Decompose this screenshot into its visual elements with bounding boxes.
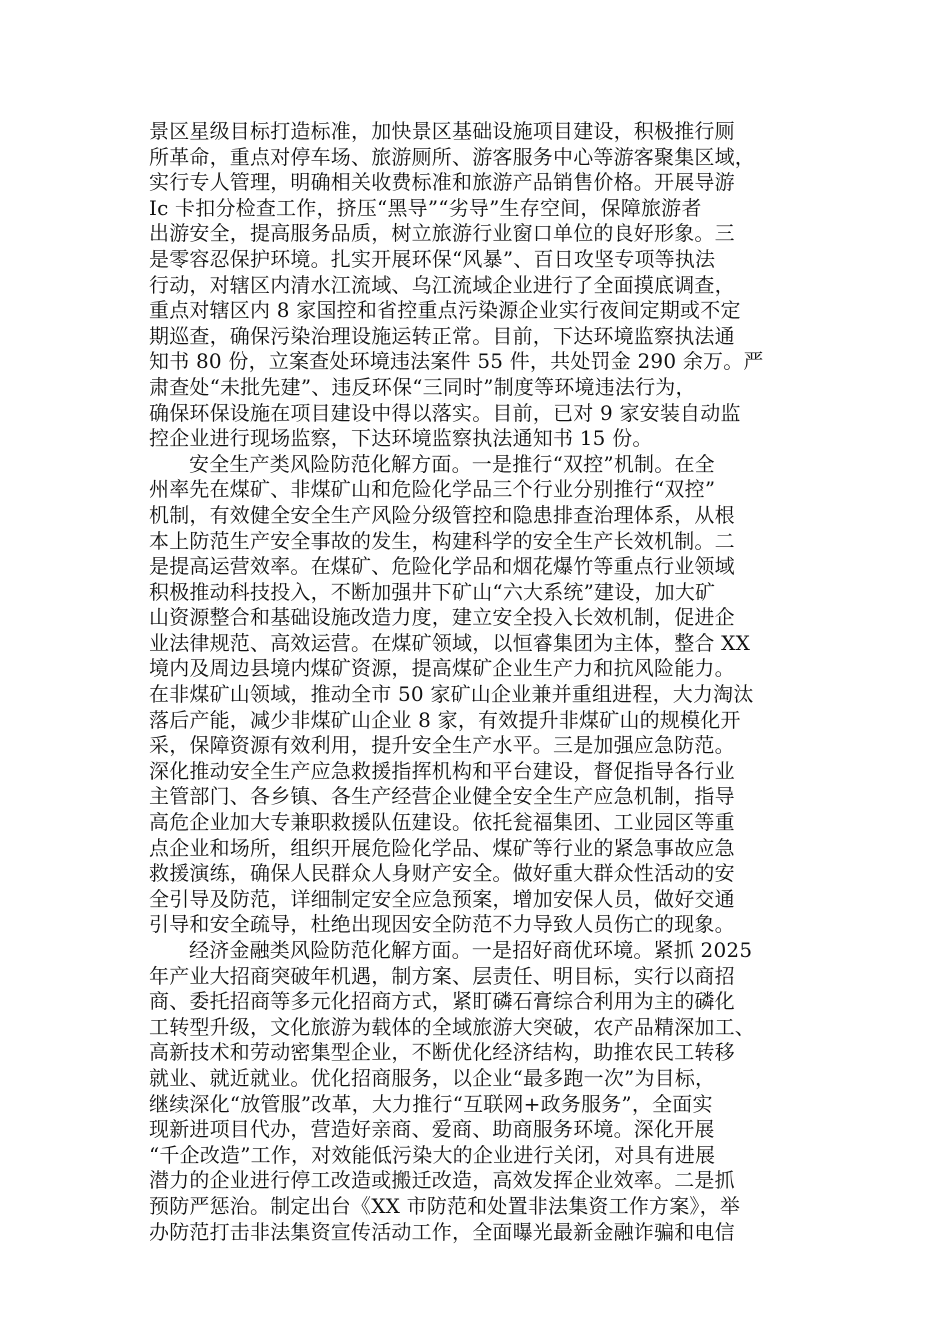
text-line: 境内及周边县境内煤矿资源，提高煤矿企业生产力和抗风险能力。 — [149, 656, 735, 681]
text-line: 州率先在煤矿、非煤矿山和危险化学品三个行业分别推行“双控” — [149, 477, 716, 502]
text-line: 商、委托招商等多元化招商方式，紧盯磷石膏综合利用为主的磷化 — [149, 989, 735, 1014]
text-line: 机制，有效健全安全生产风险分级管控和隐患排查治理体系，从根 — [149, 502, 735, 527]
text-line: 救援演练，确保人民群众人身财产安全。做好重大群众性活动的安 — [149, 861, 735, 886]
text-line: 实行专人管理，明确相关收费标准和旅游产品销售价格。开展导游 — [149, 170, 735, 195]
text-line: 点企业和场所，组织开展危险化学品、煤矿等行业的紧急事故应急 — [149, 835, 735, 860]
text-line: 办防范打击非法集资宣传活动工作，全面曝光最新金融诈骗和电信 — [149, 1219, 735, 1244]
text-line: 山资源整合和基础设施改造力度，建立安全投入长效机制，促进企 — [149, 605, 735, 630]
text-line: 主管部门、各乡镇、各生产经营企业健全安全生产应急机制，指导 — [149, 784, 735, 809]
text-line: 高危企业加大专兼职救援队伍建设。依托瓮福集团、工业园区等重 — [149, 810, 735, 835]
text-line: 高新技术和劳动密集型企业，不断优化经济结构，助推农民工转移 — [149, 1040, 735, 1065]
text-line: 控企业进行现场监察，下达环境监察执法通知书 15 份。 — [149, 426, 653, 451]
text-line: 积极推动科技投入，不断加强井下矿山“六大系统”建设，加大矿 — [149, 579, 716, 604]
text-line: 本上防范生产安全事故的发生，构建科学的安全生产长效机制。二 — [149, 528, 735, 553]
text-line: 年产业大招商突破年机遇，制方案、层责任、明目标，实行以商招 — [149, 963, 735, 988]
text-line: 期巡查，确保污染治理设施运转正常。目前，下达环境监察执法通 — [149, 323, 735, 348]
text-line: 所革命，重点对停车场、旅游厕所、游客服务中心等游客聚集区域， — [149, 144, 755, 169]
text-line: 就业、就近就业。优化招商服务，以企业“最多跑一次”为目标， — [149, 1065, 716, 1090]
text-line: 在非煤矿山领域，推动全市 50 家矿山企业兼并重组进程，大力淘汰 — [149, 682, 754, 707]
text-line: 景区星级目标打造标准，加快景区基础设施项目建设，积极推行厕 — [149, 119, 735, 143]
text-line: 业法律规范、高效运营。在煤矿领域，以恒睿集团为主体，整合 XX — [149, 630, 751, 655]
text-line: 预防严惩治。制定出台《XX 市防范和处置非法集资工作方案》，举 — [149, 1193, 741, 1218]
text-line: 工转型升级，文化旅游为载体的全域旅游大突破，农产品精深加工、 — [149, 1014, 755, 1039]
text-line: 是提高运营效率。在煤矿、危险化学品和烟花爆竹等重点行业领域 — [149, 554, 735, 579]
text-line: 确保环保设施在项目建设中得以落实。目前，已对 9 家安装自动监 — [149, 400, 741, 425]
text-line: 现新进项目代办，营造好亲商、爱商、助商服务环境。深化开展 — [149, 1117, 715, 1142]
text-line: “千企改造”工作，对效能低污染大的企业进行关闭，对具有进展 — [149, 1142, 716, 1167]
text-line: 深化推动安全生产应急救援指挥机构和平台建设，督促指导各行业 — [149, 758, 735, 783]
text-line: 出游安全，提高服务品质，树立旅游行业窗口单位的良好形象。三 — [149, 221, 735, 246]
text-line: 采，保障资源有效利用，提升安全生产水平。三是加强应急防范。 — [149, 733, 735, 758]
text-line: 是零容忍保护环境。扎实开展环保“风暴”、百日攻坚专项等执法 — [149, 246, 716, 271]
paragraph-start-line: 经济金融类风险防范化解方面。一是招好商优环境。紧抓 2025 — [189, 938, 753, 962]
text-line: 全引导及防范，详细制定安全应急预案，增加安保人员，做好交通 — [149, 886, 735, 911]
text-line: Ic 卡扣分检查工作，挤压“黑导”“劣导”生存空间，保障旅游者 — [149, 195, 702, 220]
text-line: 潜力的企业进行停工改造或搬迁改造，高效发挥企业效率。二是抓 — [149, 1168, 735, 1193]
paragraph-start-line: 安全生产类风险防范化解方面。一是推行“双控”机制。在全 — [189, 451, 715, 476]
text-line: 引导和安全疏导，杜绝出现因安全防范不力导致人员伤亡的现象。 — [149, 912, 735, 937]
text-line: 重点对辖区内 8 家国控和省控重点污染源企业实行夜间定期或不定 — [149, 298, 741, 323]
text-line: 落后产能，减少非煤矿山企业 8 家，有效提升非煤矿山的规模化开 — [149, 707, 741, 732]
text-line: 肃查处“未批先建”、违反环保“三同时”制度等环境违法行为， — [149, 374, 696, 399]
text-line: 行动，对辖区内清水江流域、乌江流域企业进行了全面摸底调查， — [149, 272, 735, 297]
text-line: 继续深化“放管服”改革，大力推行“互联网+政务服务”，全面实 — [149, 1091, 713, 1116]
document-body — [149, 119, 809, 1245]
text-line: 知书 80 份，立案查处环境违法案件 55 件，共处罚金 290 余万。严 — [149, 349, 764, 374]
